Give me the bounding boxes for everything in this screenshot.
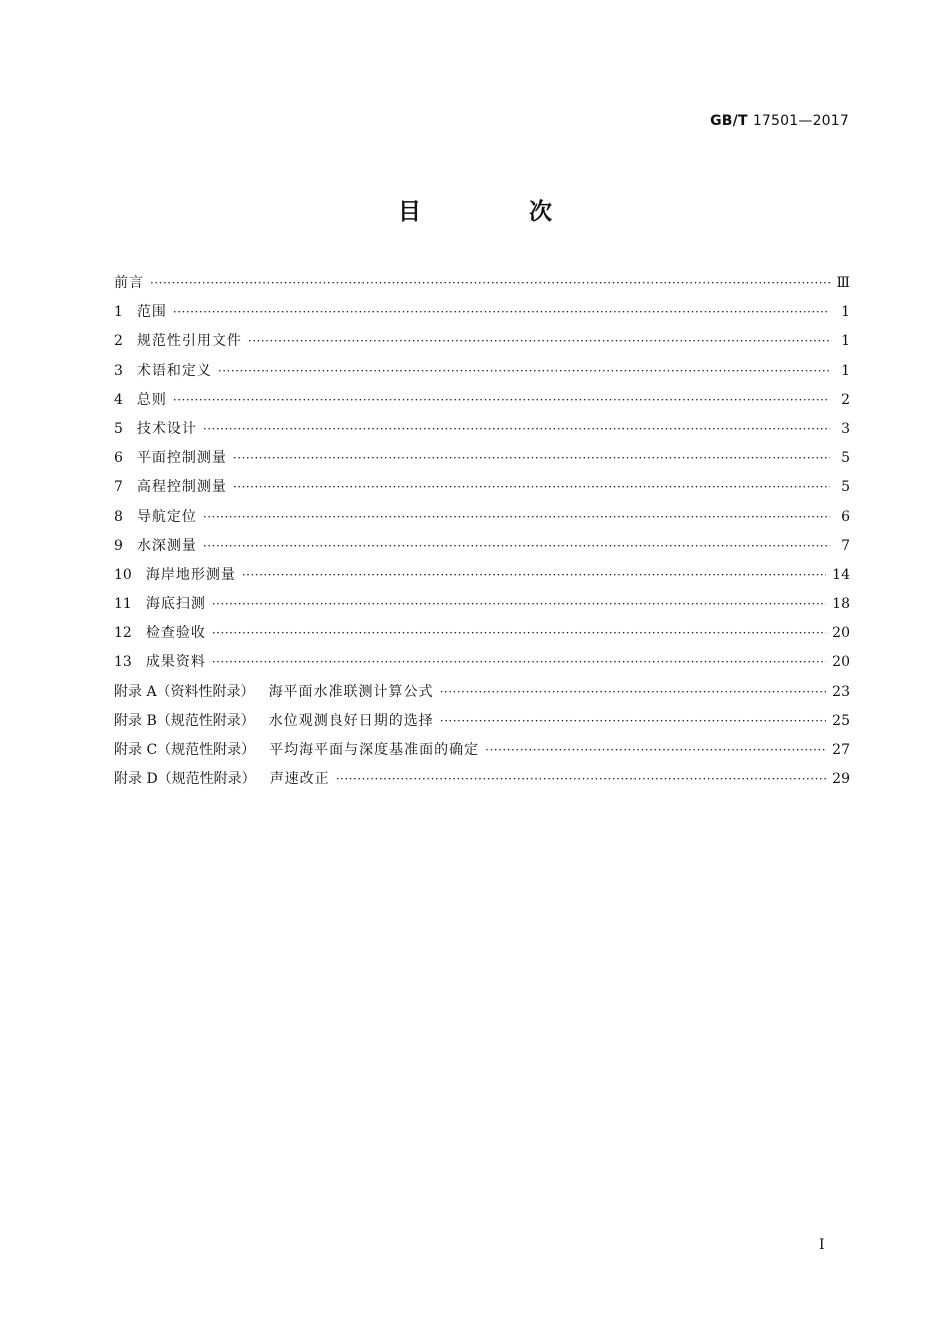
toc-leader-dots — [203, 415, 830, 444]
toc-entry-page: 27 — [832, 742, 850, 758]
table-of-contents — [114, 269, 850, 794]
toc-entry[interactable] — [114, 269, 850, 298]
toc-entry[interactable] — [114, 503, 850, 532]
toc-leader-dots — [233, 444, 830, 473]
toc-entry-page: 20 — [832, 625, 850, 642]
toc-entry-appendix[interactable] — [114, 707, 850, 736]
toc-entry-label: 检查验收 — [145, 625, 206, 642]
toc-entry-label: 规范性引用文件 — [136, 333, 242, 350]
toc-leader-dots — [233, 473, 830, 502]
toc-leader-dots — [173, 298, 830, 327]
toc-leader-dots — [440, 678, 827, 707]
toc-leader-dots — [336, 765, 826, 794]
toc-entry-label: 范围 — [136, 304, 167, 321]
toc-entry-label: 水深测量 — [136, 537, 197, 554]
toc-entry-label: 海底扫测 — [145, 596, 206, 613]
toc-entry[interactable] — [114, 444, 850, 473]
toc-entry-number: 10 — [114, 566, 132, 583]
toc-entry-label: 前言 — [114, 275, 144, 291]
toc-entry-label: 导航定位 — [136, 508, 197, 525]
toc-entry-number: 9 — [114, 537, 123, 554]
toc-entry-page: 7 — [841, 537, 850, 554]
toc-entry-page: 23 — [832, 683, 850, 700]
toc-leader-dots — [485, 736, 826, 765]
toc-entry-page: Ⅲ — [836, 275, 850, 291]
toc-entry-label: 成果资料 — [145, 654, 206, 671]
toc-leader-dots — [440, 707, 826, 736]
toc-entry-page: 1 — [841, 304, 850, 321]
toc-entry-number: 1 — [114, 304, 123, 321]
toc-entry[interactable] — [114, 473, 850, 502]
toc-entry-number: 2 — [114, 333, 123, 350]
toc-entry-number: 12 — [114, 625, 132, 642]
toc-entry-label: 技术设计 — [136, 420, 197, 437]
toc-entry-page: 6 — [841, 508, 850, 525]
toc-leader-dots — [242, 561, 826, 590]
toc-entry-page: 1 — [841, 362, 850, 379]
toc-entry-label: 高程控制测量 — [136, 479, 227, 496]
toc-entry-label: 总则 — [136, 391, 167, 408]
toc-entry-appendix[interactable] — [114, 678, 850, 707]
toc-entry[interactable] — [114, 619, 850, 648]
toc-leader-dots — [212, 648, 826, 677]
toc-entry-label: 平面控制测量 — [136, 450, 227, 467]
toc-entry[interactable] — [114, 415, 850, 444]
toc-entry-page: 3 — [841, 420, 850, 437]
toc-entry-appendix[interactable] — [114, 736, 850, 765]
toc-entry-number: 11 — [114, 596, 132, 613]
standard-prefix: GB/T — [710, 113, 748, 129]
toc-leader-dots — [203, 503, 830, 532]
toc-entry-number: 附录 B（规范性附录） — [114, 712, 255, 729]
toc-entry-number: 5 — [114, 420, 123, 437]
toc-entry-page: 20 — [832, 654, 850, 671]
standard-number: 17501—2017 — [752, 113, 849, 129]
toc-entry[interactable] — [114, 327, 850, 356]
toc-entry-number: 附录 D（规范性附录） — [114, 771, 256, 788]
toc-entry-number: 3 — [114, 362, 123, 379]
toc-entry-label: 声速改正 — [269, 771, 330, 788]
toc-entry[interactable] — [114, 386, 850, 415]
toc-leader-dots — [173, 386, 830, 415]
toc-entry-number: 8 — [114, 508, 123, 525]
toc-entry-page: 14 — [832, 566, 850, 583]
standard-code — [710, 113, 849, 129]
toc-entry[interactable] — [114, 648, 850, 677]
toc-leader-dots — [150, 269, 830, 298]
toc-entry-page: 5 — [841, 450, 850, 467]
toc-entry-page: 1 — [841, 333, 850, 350]
toc-entry-number: 13 — [114, 654, 132, 671]
toc-entry-page: 29 — [832, 771, 850, 788]
toc-entry[interactable] — [114, 561, 850, 590]
toc-leader-dots — [203, 532, 830, 561]
toc-leader-dots — [212, 619, 826, 648]
toc-entry-label: 海平面水准联测计算公式 — [268, 683, 434, 700]
toc-entry-number: 7 — [114, 479, 123, 496]
toc-leader-dots — [212, 590, 826, 619]
toc-leader-dots — [248, 327, 830, 356]
page-title: 目 次 — [397, 199, 602, 225]
toc-entry-page: 5 — [841, 479, 850, 496]
toc-entry-page: 2 — [841, 391, 850, 408]
toc-entry-label: 海岸地形测量 — [145, 566, 236, 583]
toc-entry-label: 平均海平面与深度基准面的确定 — [269, 742, 480, 758]
toc-entry-label: 水位观测良好日期的选择 — [268, 712, 434, 729]
toc-entry[interactable] — [114, 532, 850, 561]
toc-entry-page: 18 — [832, 596, 850, 613]
page-number: Ⅰ — [819, 1237, 825, 1253]
toc-entry[interactable] — [114, 298, 850, 327]
toc-entry-number: 附录 A（资料性附录） — [114, 683, 255, 700]
toc-entry-appendix[interactable] — [114, 765, 850, 794]
toc-entry-number: 6 — [114, 450, 123, 467]
toc-leader-dots — [218, 357, 830, 386]
toc-entry-number: 4 — [114, 391, 123, 408]
toc-entry-number: 附录 C（规范性附录） — [114, 742, 256, 758]
toc-entry-page: 25 — [832, 712, 850, 729]
toc-entry[interactable] — [114, 590, 850, 619]
toc-entry-label: 术语和定义 — [136, 362, 212, 379]
toc-entry[interactable] — [114, 357, 850, 386]
